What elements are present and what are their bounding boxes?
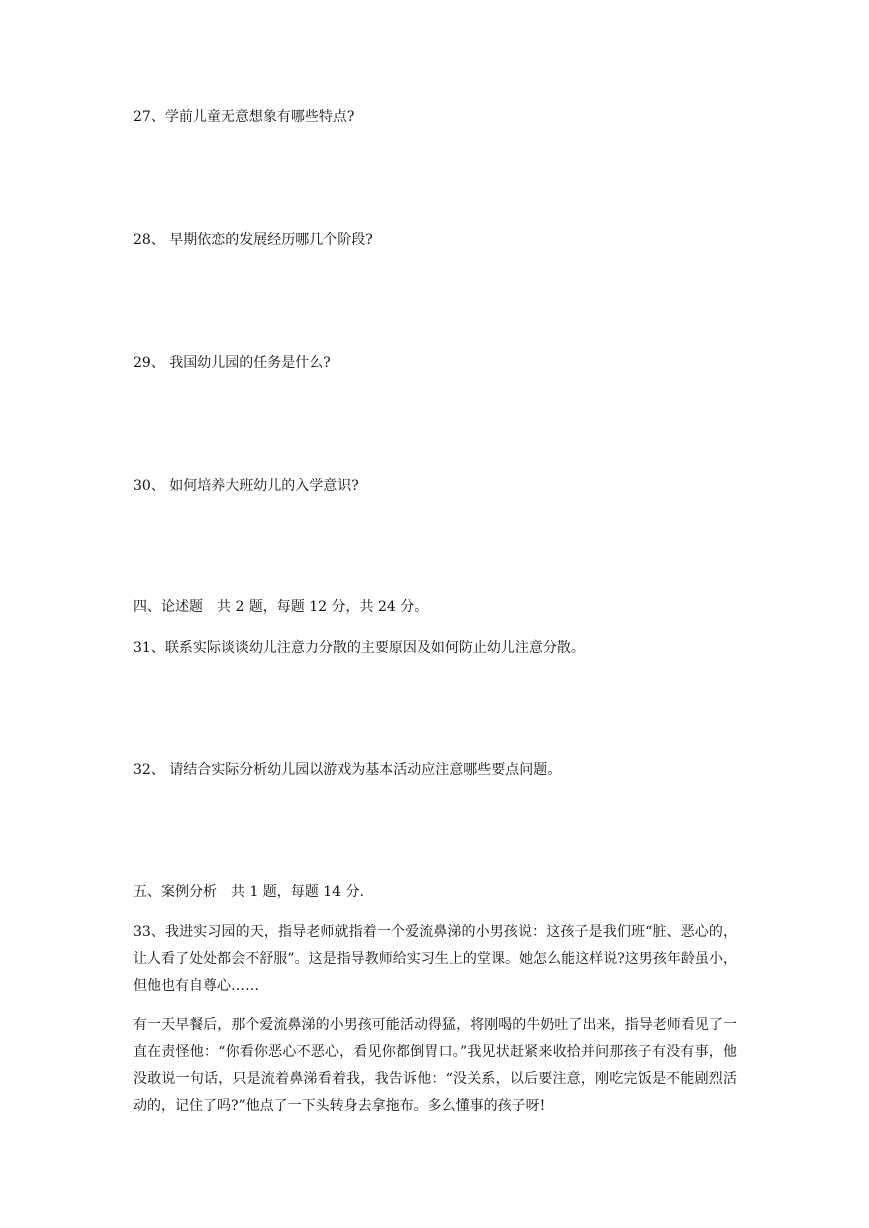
question-27: 27、学前儿童无意想象有哪些特点? [133, 109, 355, 125]
question-30: 30、 如何培养大班幼儿的入学意识? [133, 478, 359, 494]
question-32: 32、 请结合实际分析幼儿园以游戏为基本活动应注意哪些要点问题。 [133, 762, 562, 778]
section-4-heading: 四、论述题 共 2 题，每题 12 分，共 24 分。 [133, 599, 429, 615]
question-28: 28、 早期依恋的发展经历哪几个阶段? [133, 232, 373, 248]
section-5-heading: 五、案例分析 共 1 题，每题 14 分. [133, 884, 364, 900]
question-31: 31、联系实际谈谈幼儿注意力分散的主要原因及如何防止幼儿注意分散。 [133, 640, 585, 656]
question-33-paragraph-1: 33、我进实习园的天，指导老师就指着一个爱流鼻涕的小男孩说：这孩子是我们班“脏、恶心的，让人看了处处都会不舒服”。这是指导教师给实习生上的堂课。她怎么能这样说?这男孩年龄虽小，但他也有自尊心…… [133, 924, 737, 994]
question-29: 29、 我国幼儿园的任务是什么? [133, 355, 331, 371]
question-33-paragraph-2: 有一天早餐后，那个爱流鼻涕的小男孩可能活动得猛，将刚喝的牛奶吐了出来，指导老师看见了一直在责怪他：“你看你恶心不恶心，看见你都倒胃口。”我见状赶紧来收拾并问那孩子有没有事，他没敢说一句话，只是流着鼻涕看着我，我告诉他：“没关系，以后要注意，刚吃完饭是不能剧烈活动的，记住了吗?”他点了一下头转身去拿拖布。多么懂事的孩子呀! [133, 1017, 737, 1114]
